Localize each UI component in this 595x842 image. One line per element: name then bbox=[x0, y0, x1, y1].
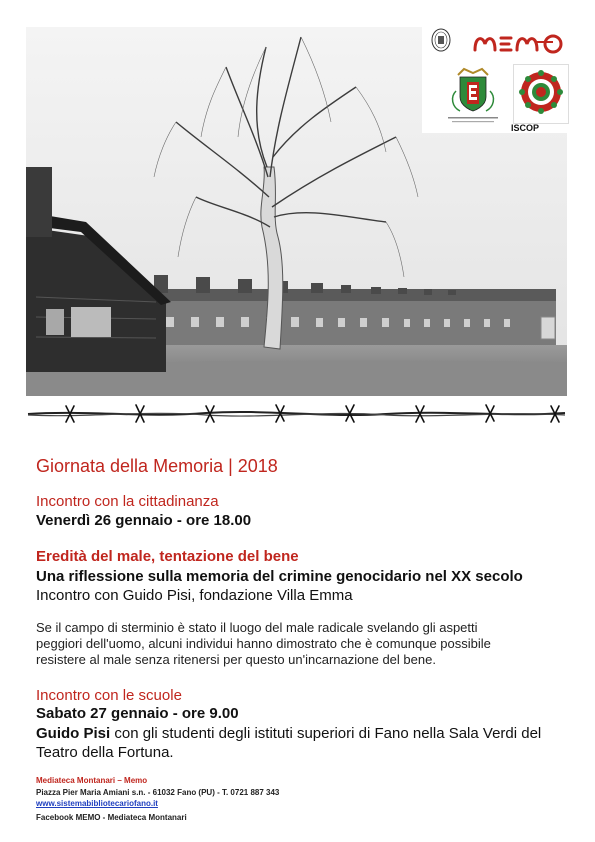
footer-website-link[interactable]: www.sistemabibliotecariofano.it bbox=[36, 799, 158, 808]
talk-speaker: Incontro con Guido Pisi, fondazione Villa Emma bbox=[36, 587, 353, 604]
iscop-rosette-icon bbox=[513, 64, 569, 124]
schools-meeting-datetime: Sabato 27 gennaio - ore 9.00 bbox=[36, 705, 239, 722]
footer-address: Piazza Pier Maria Amiani s.n. - 61032 Fano (PU) - T. 0721 887 343 bbox=[36, 788, 280, 797]
schools-details-text: con gli studenti degli istituti superiori di Fano nella Sala Verdi del Teatro della Fortuna. bbox=[36, 725, 542, 761]
footer-facebook: Facebook MEMO - Mediateca Montanari bbox=[36, 813, 187, 822]
schools-meeting-heading: Incontro con le scuole bbox=[36, 687, 182, 704]
schools-speaker-name: Guido Pisi bbox=[36, 725, 111, 742]
footer-org: Mediateca Montanari – Memo bbox=[36, 776, 148, 785]
iscop-label: ISCOP bbox=[511, 123, 540, 133]
university-seal-icon bbox=[431, 28, 451, 52]
talk-subtitle: Una riflessione sulla memoria del crimine genocidario nel XX secolo bbox=[36, 568, 523, 585]
comune-crest-icon bbox=[442, 67, 504, 125]
talk-title: Eredità del male, tentazione del bene bbox=[36, 548, 299, 565]
page-title: Giornata della Memoria | 2018 bbox=[36, 456, 278, 476]
citizens-meeting-heading: Incontro con la cittadinanza bbox=[36, 493, 219, 510]
talk-description: Se il campo di sterminio è stato il luogo del male radicale svelando gli aspetti peggiori dell'uomo, alcuni individui hanno dimostrato che è comunque possibile resistere al male senza ritenersi per questo un'incarnazione del bene. bbox=[36, 620, 491, 667]
memo-logo bbox=[473, 30, 567, 56]
barbed-wire-divider bbox=[26, 400, 567, 428]
citizens-meeting-datetime: Venerdì 26 gennaio - ore 18.00 bbox=[36, 512, 252, 529]
schools-meeting-details bbox=[36, 724, 566, 762]
